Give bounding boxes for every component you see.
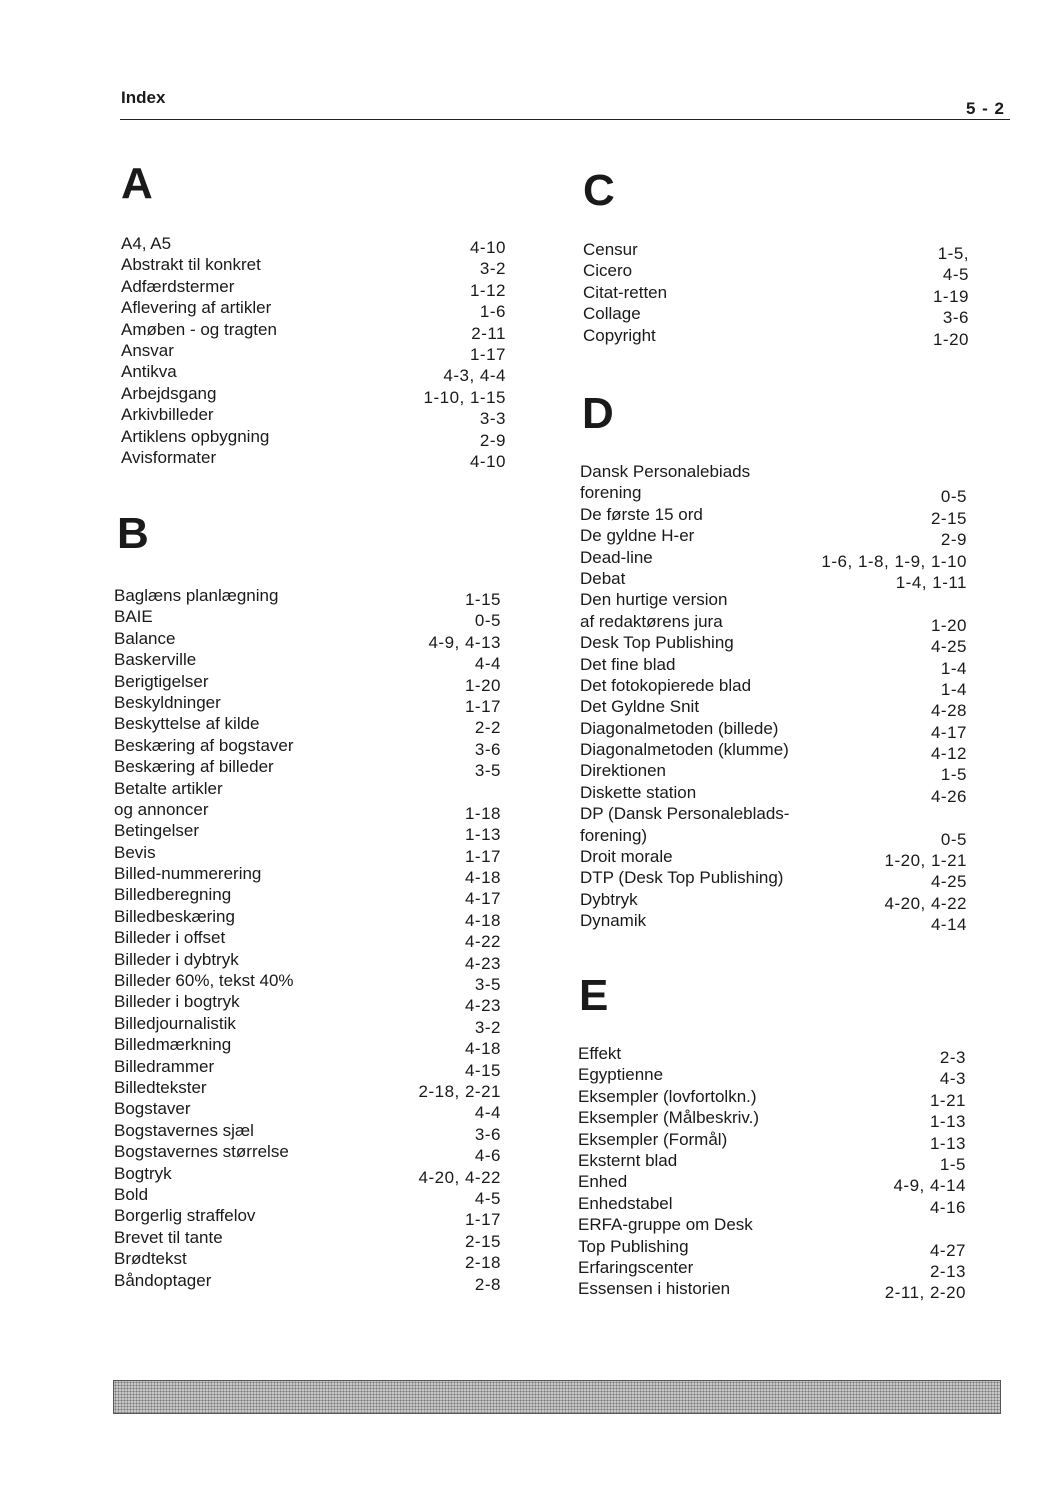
- section-letter-c: C: [583, 166, 615, 215]
- index-entry: [114, 1163, 501, 1187]
- index-entry: [578, 1043, 966, 1067]
- index-entry: [580, 739, 967, 764]
- index-entry: [580, 525, 967, 550]
- index-page-ref: 4-10: [469, 238, 506, 257]
- index-entry: [580, 654, 967, 678]
- index-page-ref: 2-11: [471, 323, 506, 343]
- index-page-ref: 1-19: [932, 286, 969, 306]
- index-page-ref: 2-3: [939, 1048, 966, 1067]
- index-entry: [580, 632, 967, 657]
- index-term: Billeder 60%, tekst 40%: [114, 971, 294, 991]
- index-page-ref: 2-18: [464, 1253, 501, 1273]
- index-term: Billedtekster: [114, 1077, 207, 1097]
- index-term: Billedbeskæring: [114, 906, 235, 926]
- bottom-decorative-bar: [113, 1380, 1001, 1414]
- index-entry: [580, 482, 967, 507]
- index-term: Beskæring af bogstaver: [114, 735, 294, 755]
- index-term: forening): [580, 825, 648, 845]
- index-entry: [121, 254, 506, 279]
- index-entry: [578, 1171, 966, 1196]
- index-page-ref: 0-5: [474, 611, 501, 631]
- index-term: Top Publishing: [578, 1236, 689, 1256]
- index-term: De gyldne H-er: [580, 526, 695, 546]
- index-entry: [114, 778, 501, 799]
- index-term: Adfærdstermer: [121, 276, 235, 296]
- index-page-ref: 4-18: [464, 868, 501, 888]
- index-page-ref: 3-2: [479, 259, 506, 279]
- index-page-ref: 1-18: [464, 803, 501, 823]
- index-term: Effekt: [578, 1044, 622, 1063]
- index-page-ref: 1-13: [929, 1112, 966, 1132]
- index-term: Billeder i bogtryk: [114, 992, 240, 1012]
- index-page-ref: 0-5: [940, 487, 967, 507]
- index-term: Droit morale: [580, 847, 673, 867]
- index-entry: [578, 1150, 966, 1174]
- index-entry: [583, 325, 969, 349]
- index-term: Dead-line: [580, 547, 653, 567]
- index-page-ref: 4-5: [942, 265, 969, 285]
- index-term: og annoncer: [114, 799, 209, 819]
- index-page-ref: 1-13: [929, 1133, 966, 1153]
- index-page-ref: 4-17: [930, 722, 967, 742]
- index-entry: [114, 1098, 501, 1123]
- index-entry: [580, 696, 967, 721]
- index-entry: [114, 927, 501, 952]
- index-entry: [580, 825, 967, 849]
- index-term: Diskette station: [580, 782, 697, 802]
- index-entry: [121, 276, 506, 300]
- index-entry: [121, 383, 506, 407]
- section-letter-d: D: [582, 389, 614, 438]
- index-entry: [114, 1013, 501, 1037]
- index-page-ref: 1-4: [940, 679, 967, 699]
- section-letter-a: A: [121, 159, 153, 208]
- index-term: Citat-retten: [583, 282, 668, 302]
- index-page-ref: 1-17: [464, 696, 501, 716]
- index-entry: [578, 1236, 966, 1260]
- index-entry: [578, 1257, 966, 1281]
- index-page-ref: 1-6: [479, 302, 506, 322]
- index-entry: [121, 426, 506, 450]
- index-page-ref: 4-26: [930, 786, 967, 806]
- index-term: Enhed: [578, 1172, 628, 1192]
- index-entry: [114, 713, 501, 738]
- index-entry: [580, 547, 967, 571]
- index-term: Erfaringscenter: [578, 1257, 694, 1277]
- section-letter-b: B: [117, 509, 149, 558]
- index-page-ref: 4-17: [464, 889, 501, 909]
- index-page-ref: 2-13: [929, 1261, 966, 1281]
- index-page-ref: 0-5: [940, 829, 967, 849]
- index-entry: [580, 760, 967, 785]
- index-entry: [583, 303, 969, 328]
- index-term: Dybtryk: [580, 889, 638, 909]
- index-entry: [580, 803, 967, 824]
- index-term: Collage: [583, 304, 641, 324]
- index-page-ref: 1-6, 1-8, 1-9, 1-10: [821, 551, 967, 571]
- index-page-ref: 4-4: [474, 654, 501, 674]
- index-entry: [114, 1120, 501, 1144]
- index-term: Dansk Personalebiads: [580, 462, 751, 481]
- index-page-ref: 3-5: [474, 975, 501, 995]
- index-page-ref: 1-4: [940, 658, 967, 678]
- index-term: Antikva: [121, 362, 177, 382]
- index-entry: [578, 1064, 966, 1089]
- index-entry: [114, 799, 501, 823]
- index-list-a: [121, 233, 506, 471]
- index-term: Dynamik: [580, 911, 647, 931]
- index-page-ref: 1-4, 1-11: [895, 572, 967, 592]
- page-number: 5 - 2: [966, 99, 1006, 118]
- index-entry: [114, 949, 501, 973]
- index-entry: [121, 340, 506, 364]
- index-page-ref: 4-16: [929, 1197, 966, 1217]
- index-entry: [114, 1056, 501, 1080]
- index-page-ref: 4-12: [930, 744, 967, 764]
- index-page-ref: 1-21: [929, 1090, 966, 1110]
- index-term: Essensen i historien: [578, 1279, 731, 1299]
- index-page-ref: 4-20, 4-22: [884, 893, 967, 913]
- index-entry: [578, 1193, 966, 1217]
- index-entry: [114, 1248, 501, 1273]
- index-entry: [121, 297, 506, 322]
- index-entry: [580, 568, 967, 592]
- index-entry: [580, 846, 967, 871]
- index-entry: [114, 735, 501, 759]
- index-list-b: [114, 585, 501, 1294]
- index-term: Debat: [580, 568, 626, 588]
- index-entry: [114, 863, 501, 888]
- index-entry: [578, 1129, 966, 1153]
- index-entry: [114, 756, 501, 781]
- index-page-ref: 3-2: [474, 1017, 501, 1037]
- index-term: Abstrakt til konkret: [121, 255, 261, 275]
- index-page-ref: 1-20, 1-21: [884, 851, 967, 871]
- index-term: Beskyldninger: [114, 692, 221, 712]
- index-page-ref: 2-18, 2-21: [418, 1081, 501, 1101]
- index-page-ref: 2-15: [464, 1231, 501, 1251]
- index-entry: [114, 1184, 501, 1208]
- index-term: Amøben - og tragten: [121, 319, 277, 339]
- index-page-ref: 4-18: [464, 1039, 501, 1059]
- index-page-ref: 3-3: [479, 409, 506, 429]
- index-term: Eksempler (lovfortolkn.): [578, 1086, 757, 1106]
- index-page-ref: 4-28: [930, 701, 967, 721]
- index-entry: [583, 260, 969, 285]
- index-entry: [114, 692, 501, 716]
- index-term: Billedmærkning: [114, 1035, 232, 1055]
- index-term: De første 15 ord: [580, 504, 703, 524]
- index-term: Arbejdsgang: [121, 383, 217, 403]
- index-page-ref: 1-17: [464, 846, 501, 866]
- index-term: Baskerville: [114, 650, 197, 670]
- index-term: Betalte artikler: [114, 778, 223, 798]
- index-term: Eksempler (Målbeskriv.): [578, 1108, 760, 1128]
- index-entry: [114, 1034, 501, 1059]
- index-page-ref: 1-17: [464, 1210, 501, 1230]
- index-entry: [114, 606, 501, 631]
- index-page-ref: 4-4: [474, 1103, 501, 1123]
- index-entry: [580, 718, 967, 742]
- index-entry: [580, 782, 967, 806]
- index-term: Billedrammer: [114, 1056, 215, 1076]
- index-term: Borgerlig straffelov: [114, 1206, 256, 1226]
- index-term: Direktionen: [580, 761, 666, 781]
- index-page-ref: 1-20: [930, 615, 967, 635]
- index-entry: [580, 889, 967, 913]
- index-page-ref: 2-11, 2-20: [884, 1283, 966, 1303]
- index-term: Copyright: [583, 325, 656, 345]
- index-term: DP (Dansk Personaleblads-: [580, 804, 790, 824]
- index-page-ref: 4-15: [464, 1060, 501, 1080]
- index-page-ref: 4-23: [464, 996, 501, 1016]
- index-term: Ansvar: [121, 340, 174, 360]
- index-entry: [114, 671, 501, 695]
- index-page-ref: 4-6: [474, 1146, 501, 1166]
- index-term: DTP (Desk Top Publishing): [580, 868, 784, 888]
- index-page-ref: 2-2: [474, 718, 501, 738]
- index-entry: [114, 884, 501, 909]
- index-page-ref: 3-6: [474, 739, 501, 759]
- index-term: Desk Top Publishing: [580, 633, 734, 653]
- index-term: Beskæring af billeder: [114, 757, 274, 777]
- index-term: Billedberegning: [114, 885, 232, 905]
- index-term: Diagonalmetoden (klumme): [580, 740, 789, 760]
- index-page-ref: 4-14: [930, 915, 967, 935]
- index-page-ref: 4-25: [930, 872, 967, 892]
- index-term: Balance: [114, 628, 176, 648]
- index-page-ref: 3-6: [942, 308, 969, 328]
- index-page-ref: 3-5: [474, 761, 501, 781]
- index-entry: [114, 991, 501, 1016]
- index-term: Baglæns planlægning: [114, 586, 279, 605]
- index-term: Billeder i dybtryk: [114, 949, 239, 969]
- index-list-d: [580, 461, 967, 935]
- index-entry: [114, 628, 501, 652]
- index-page-ref: 4-20, 4-22: [418, 1167, 501, 1187]
- index-term: BAIE: [114, 607, 153, 627]
- index-page-ref: 4-10: [469, 451, 506, 471]
- index-page-ref: 4-25: [930, 637, 967, 657]
- index-page-ref: 4-27: [929, 1240, 966, 1260]
- index-list-e: [578, 1043, 966, 1303]
- index-term: Eksempler (Formål): [578, 1129, 728, 1149]
- index-term: Avisformater: [121, 447, 217, 467]
- index-page-ref: 1-5: [939, 1154, 966, 1174]
- index-list-c: [583, 239, 969, 349]
- index-entry: [121, 447, 506, 471]
- index-term: A4, A5: [121, 234, 172, 253]
- index-page-ref: 4-3, 4-4: [443, 366, 506, 386]
- index-page-ref: 4-22: [464, 932, 501, 952]
- index-term: Det Gyldne Snit: [580, 697, 700, 717]
- index-term: Arkivbilleder: [121, 405, 214, 425]
- page-header-title: Index: [121, 88, 166, 107]
- index-term: Bogstavernes størrelse: [114, 1142, 289, 1162]
- index-page-ref: 4-3: [939, 1069, 966, 1089]
- index-page-ref: 1-13: [464, 825, 501, 845]
- index-term: Beskyttelse af kilde: [114, 714, 260, 734]
- index-entry: [580, 910, 967, 935]
- index-term: Båndoptager: [114, 1270, 212, 1290]
- index-page-ref: 1-15: [464, 590, 501, 609]
- index-term: Bevis: [114, 842, 156, 862]
- index-term: af redaktørens jura: [580, 611, 723, 631]
- index-page-ref: 1-5,: [937, 244, 969, 263]
- index-page-ref: 1-20: [932, 329, 969, 349]
- index-page-ref: 2-9: [940, 530, 967, 550]
- index-term: Eksternt blad: [578, 1150, 678, 1170]
- index-entry: [114, 585, 501, 609]
- header-rule: [120, 119, 1010, 120]
- index-entry: [114, 1077, 501, 1101]
- index-page-ref: 1-17: [469, 344, 506, 364]
- index-page-ref: 1-10, 1-15: [423, 387, 506, 407]
- index-term: Bogstavernes sjæl: [114, 1120, 254, 1140]
- index-entry: [580, 589, 967, 610]
- index-entry: [580, 675, 967, 699]
- index-term: Bogstaver: [114, 1099, 191, 1119]
- index-page-ref: 2-8: [474, 1274, 501, 1294]
- index-entry: [583, 239, 969, 263]
- index-entry: [578, 1278, 966, 1303]
- index-entry: [114, 649, 501, 674]
- index-page-ref: 4-9, 4-14: [893, 1176, 966, 1196]
- index-term: Billedjournalistik: [114, 1013, 236, 1033]
- index-entry: [580, 611, 967, 635]
- index-entry: [114, 970, 501, 995]
- index-term: Egyptienne: [578, 1065, 664, 1085]
- index-entry: [583, 282, 969, 306]
- index-page-ref: 3-6: [474, 1124, 501, 1144]
- index-entry: [114, 842, 501, 866]
- index-term: Bold: [114, 1184, 149, 1204]
- index-entry: [114, 1270, 501, 1294]
- index-page-ref: 2-15: [930, 508, 967, 528]
- index-page-ref: 1-20: [464, 675, 501, 695]
- index-entry: [578, 1107, 966, 1132]
- index-page-ref: 4-9, 4-13: [428, 632, 501, 652]
- index-entry: [578, 1086, 966, 1110]
- index-entry: [580, 504, 967, 528]
- index-entry: [121, 319, 506, 343]
- index-page-ref: 4-23: [464, 953, 501, 973]
- index-term: Billeder i offset: [114, 928, 226, 948]
- index-term: Betingelser: [114, 821, 200, 841]
- index-term: Billed-nummerering: [114, 864, 262, 884]
- index-entry: [114, 906, 501, 930]
- index-page-ref: 4-18: [464, 910, 501, 930]
- index-entry: [121, 233, 506, 257]
- index-page-ref: 1-12: [469, 280, 506, 300]
- index-page-ref: 2-9: [479, 430, 506, 450]
- index-term: ERFA-gruppe om Desk: [578, 1215, 753, 1235]
- index-term: Den hurtige version: [580, 590, 728, 610]
- index-term: Diagonalmetoden (billede): [580, 718, 779, 738]
- index-term: Enhedstabel: [578, 1193, 673, 1213]
- index-entry: [114, 1141, 501, 1166]
- section-letter-e: E: [579, 971, 609, 1020]
- index-entry: [580, 867, 967, 892]
- index-entry: [578, 1214, 966, 1235]
- index-term: Aflevering af artikler: [121, 298, 272, 318]
- index-term: Berigtigelser: [114, 671, 209, 691]
- index-page-ref: 4-5: [474, 1188, 501, 1208]
- index-term: Brødtekst: [114, 1249, 187, 1269]
- index-term: Bogtryk: [114, 1163, 172, 1183]
- index-entry: [580, 461, 967, 482]
- index-page-ref: 1-5: [940, 765, 967, 785]
- index-term: Brevet til tante: [114, 1227, 223, 1247]
- index-term: Cicero: [583, 261, 633, 281]
- index-entry: [121, 404, 506, 429]
- index-entry: [114, 1227, 501, 1251]
- index-entry: [114, 820, 501, 845]
- index-term: forening: [580, 483, 642, 503]
- index-term: Det fine blad: [580, 654, 676, 674]
- index-entry: [121, 361, 506, 386]
- index-term: Artiklens opbygning: [121, 426, 270, 446]
- index-entry: [114, 1205, 501, 1230]
- index-term: Censur: [583, 240, 638, 259]
- index-term: Det fotokopierede blad: [580, 675, 752, 695]
